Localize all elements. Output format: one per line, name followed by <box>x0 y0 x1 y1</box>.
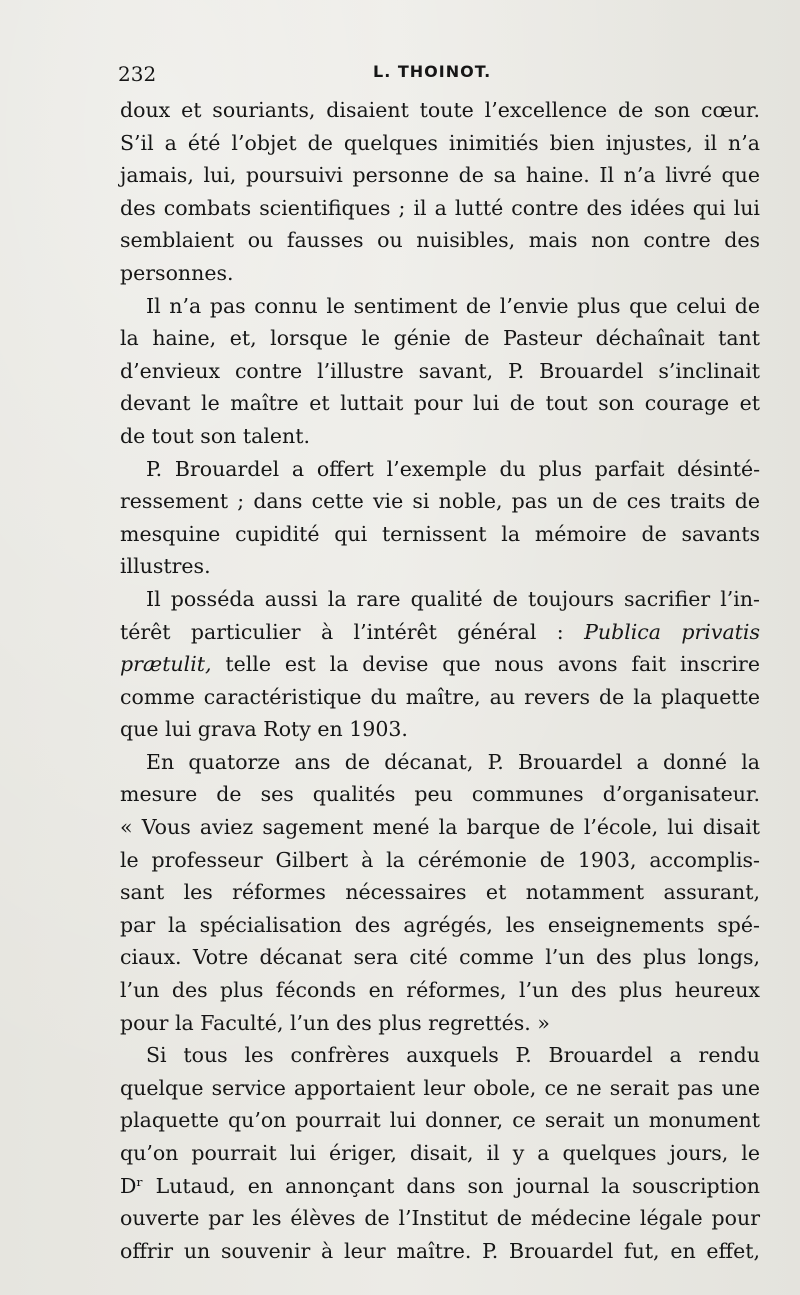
text-line: illustres. <box>120 554 211 579</box>
running-head: L. THOINOT. <box>373 62 492 81</box>
text-line: des combats scientifiques ; il a lutté contre des idées qui lui <box>120 195 760 220</box>
text-line: S’il a été l’objet de quelques inimitiés bien injustes, il n’a <box>120 130 760 155</box>
text-line: devant le maître et luttait pour lui de tout son courage et <box>120 391 760 416</box>
text-line: doux et souriants, disaient toute l’excellence de son cœur. <box>120 98 760 122</box>
text-line: ressement ; dans cette vie si noble, pas un de ces traits de <box>120 489 760 514</box>
text-line: d’envieux contre l’illustre savant, P. Brouardel s’inclinait <box>120 358 760 383</box>
text-line: pour la Faculté, l’un des plus regrettés. » <box>120 1010 550 1035</box>
text-line: l’un des plus féconds en réformes, l’un des plus heureux <box>120 978 760 1003</box>
text-line: mesquine cupidité qui ternissent la mémoire de savants <box>120 521 760 546</box>
text-line: que lui grava Roty en 1903. <box>120 717 408 742</box>
text-line: Si tous les confrères auxquels P. Brouardel a rendu <box>146 1043 760 1068</box>
text-line: En quatorze ans de décanat, P. Brouardel a donné la <box>146 749 760 774</box>
text-line: offrir un souvenir à leur maître. P. Brouardel fut, en effet, <box>120 1238 760 1263</box>
text-line: Il posséda aussi la rare qualité de toujours sacrifier l’in- <box>146 586 760 611</box>
text-line: Il n’a pas connu le sentiment de l’envie plus que celui de <box>146 293 760 318</box>
page-number: 232 <box>118 62 157 86</box>
text-line: qu’on pourrait lui ériger, disait, il y a quelques jours, le <box>120 1141 760 1165</box>
text-line: par la spécialisation des agrégés, les enseignements spé- <box>120 912 760 937</box>
text-line: jamais, lui, poursuivi personne de sa haine. Il n’a livré que <box>120 163 760 188</box>
text-line: le professeur Gilbert à la cérémonie de 1903, accomplis- <box>120 847 760 872</box>
text-line: comme caractéristique du maître, au revers de la plaquette <box>120 684 760 709</box>
text-line: plaquette qu’on pourrait lui donner, ce serait un monument <box>120 1108 760 1133</box>
text-line: semblaient ou fausses ou nuisibles, mais non contre des <box>120 228 760 253</box>
text-line: personnes. <box>120 260 234 285</box>
text-line: térêt particulier à l’intérêt général : Publica privatis <box>120 619 760 644</box>
text-line: « Vous aviez sagement mené la barque de l’école, lui disait <box>120 815 760 840</box>
text-line: la haine, et, lorsque le génie de Pasteur déchaînait tant <box>120 326 760 351</box>
body-text <box>120 94 760 1267</box>
text-line: ouverte par les élèves de l’Institut de médecine légale pour <box>120 1206 760 1231</box>
text-line: ciaux. Votre décanat sera cité comme l’un des plus longs, <box>120 945 760 970</box>
text-line: quelque service apportaient leur obole, ce ne serait pas une <box>120 1075 760 1100</box>
text-line: de tout son talent. <box>120 423 310 448</box>
text-line: mesure de ses qualités peu communes d’organisateur. <box>120 782 760 807</box>
text-line: sant les réformes nécessaires et notamment assurant, <box>120 880 760 905</box>
page-header <box>118 58 698 88</box>
text-line: Dʳ Lutaud, en annonçant dans son journal la souscription <box>120 1173 760 1198</box>
text-line: P. Brouardel a offert l’exemple du plus parfait désinté- <box>146 456 760 481</box>
text-line: prætulit, telle est la devise que nous avons fait inscrire <box>120 652 760 677</box>
